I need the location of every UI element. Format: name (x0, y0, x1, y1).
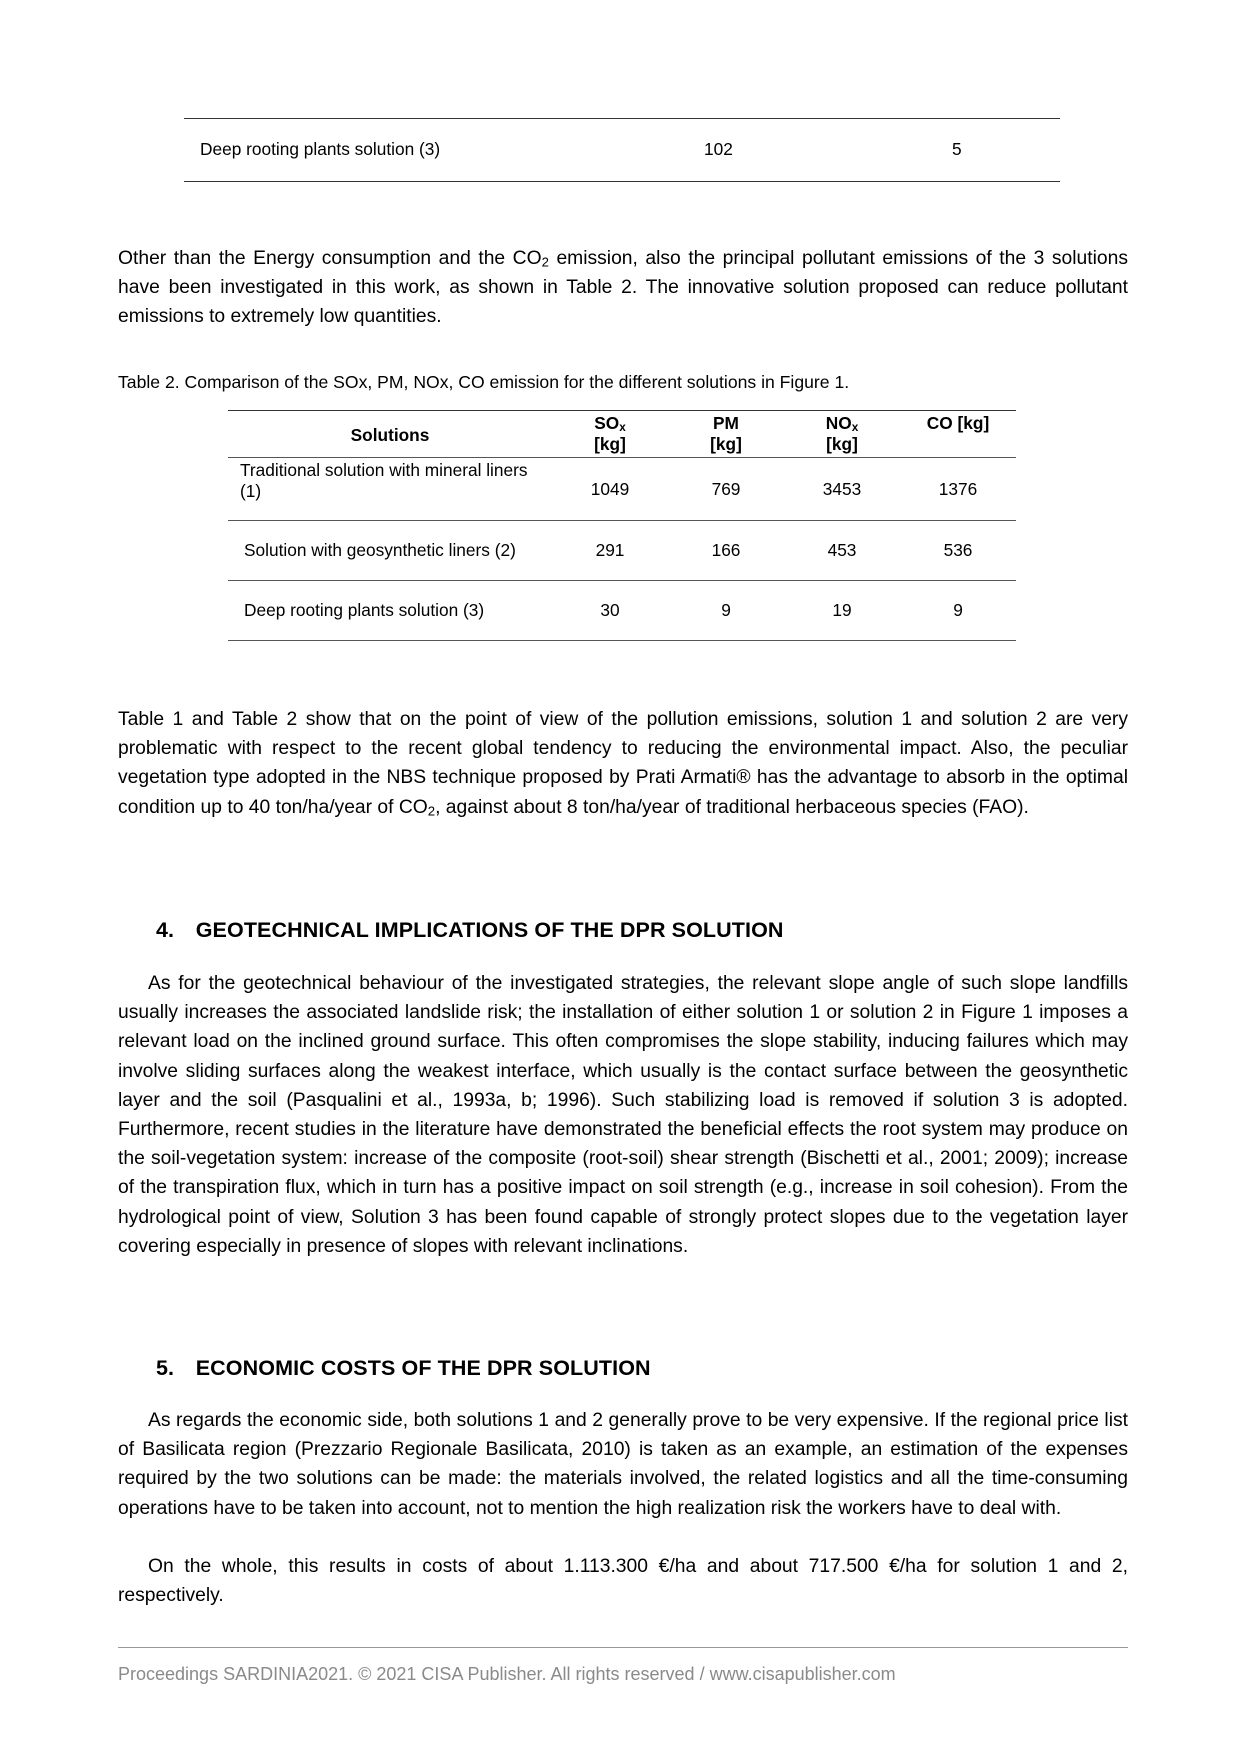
table1-cell-value: 102 (704, 139, 733, 159)
body-paragraph: On the whole, this results in costs of about 1.113.300 €/ha and about 717.500 €/ha for solution 1 and 2, respectively. (118, 1556, 1128, 1607)
footer-divider (118, 1647, 1128, 1648)
header-co: CO [kg] (900, 411, 1016, 458)
table-header-row (228, 411, 1016, 458)
table1-row-label: Deep rooting plants solution (3) (200, 139, 441, 159)
header-sox: $SO_x$ [kg] (552, 411, 668, 458)
section-heading: 4. GEOTECHNICAL IMPLICATIONS OF THE DPR SOLUTION (156, 918, 784, 942)
table1-last-row (184, 118, 1060, 182)
page-footer: Proceedings SARDINIA2021. © 2021 CISA Publisher. All rights reserved / www.cisapublisher.com (118, 1664, 896, 1684)
header-pm: PM [kg] (668, 411, 784, 458)
header-solutions: Solutions (228, 411, 552, 458)
body-paragraph: As regards the economic side, both solutions 1 and 2 generally prove to be very expensive. If the regional price list of Basilicata region (Prezzario Regionale Basilicata, 2010) is taken as an example, an estimation of the expenses required by the two solutions can be made: the materials involved, the related logistics and all the time-consuming operations have to be taken into account, not to mention the high realization risk the workers have to deal with. (118, 1410, 1128, 1519)
table-row: Traditional solution with mineral liners (1) 1049 769 3453 1376 (228, 458, 1016, 521)
table-row: Solution with geosynthetic liners (2) 291 166 453 536 (228, 521, 1016, 581)
emissions-table (228, 410, 1016, 641)
body-paragraph: As for the geotechnical behaviour of the investigated strategies, the relevant slope angle of such slope landfills usually increases the associated landslide risk; the installation of either solution 1 or solution 2 in Figure 1 imposes a relevant load on the inclined ground surface. This often compromises the slope stability, inducing failures which may involve sliding surfaces along the weakest interface, which usually is the contact surface between the geosynthetic layer and the soil (Pasqualini et al., 1993a, b; 1996). Such stabilizing load is removed if solution 3 is adopted. Furthermore, recent studies in the literature have demonstrated the beneficial effects the root system may produce on the soil-vegetation system: increase of the composite (root-soil) shear strength (Bischetti et al., 2001; 2009); increase of the transpiration flux, which in turn has a positive impact on soil strength (e.g., increase in soil cohesion). From the hydrological point of view, Solution 3 has been found capable of strongly protect slopes due to the vegetation layer covering especially in presence of slopes with relevant inclinations. (118, 973, 1128, 1257)
header-nox: $NO_x$ [kg] (784, 411, 900, 458)
body-paragraph: Other than the Energy consumption and the $CO_2$ emission, also the principal pollutant emissions of the 3 solutions have been investigated in this work, as shown in Table 2. The innovative solution proposed can reduce pollutant emissions to extremely low quantities. (118, 248, 1128, 328)
table1-cell-value: 5 (952, 139, 962, 159)
table2-caption: Table 2. Comparison of the SOx, PM, NOx, CO emission for the different solutions in Figure 1. (118, 372, 850, 392)
table-row: Deep rooting plants solution (3) 30 9 19 9 (228, 581, 1016, 641)
section-heading: 5. ECONOMIC COSTS OF THE DPR SOLUTION (156, 1356, 651, 1380)
body-paragraph: Table 1 and Table 2 show that on the point of view of the pollution emissions, solution 1 and solution 2 are very problematic with respect to the recent global tendency to reducing the environmental impact. Also, the peculiar vegetation type adopted in the NBS technique proposed by Prati Armati® has the advantage to absorb in the optimal condition up to 40 ton/ha/year of $CO_2$, against about 8 ton/ha/year of traditional herbaceous species (FAO). (118, 709, 1128, 818)
